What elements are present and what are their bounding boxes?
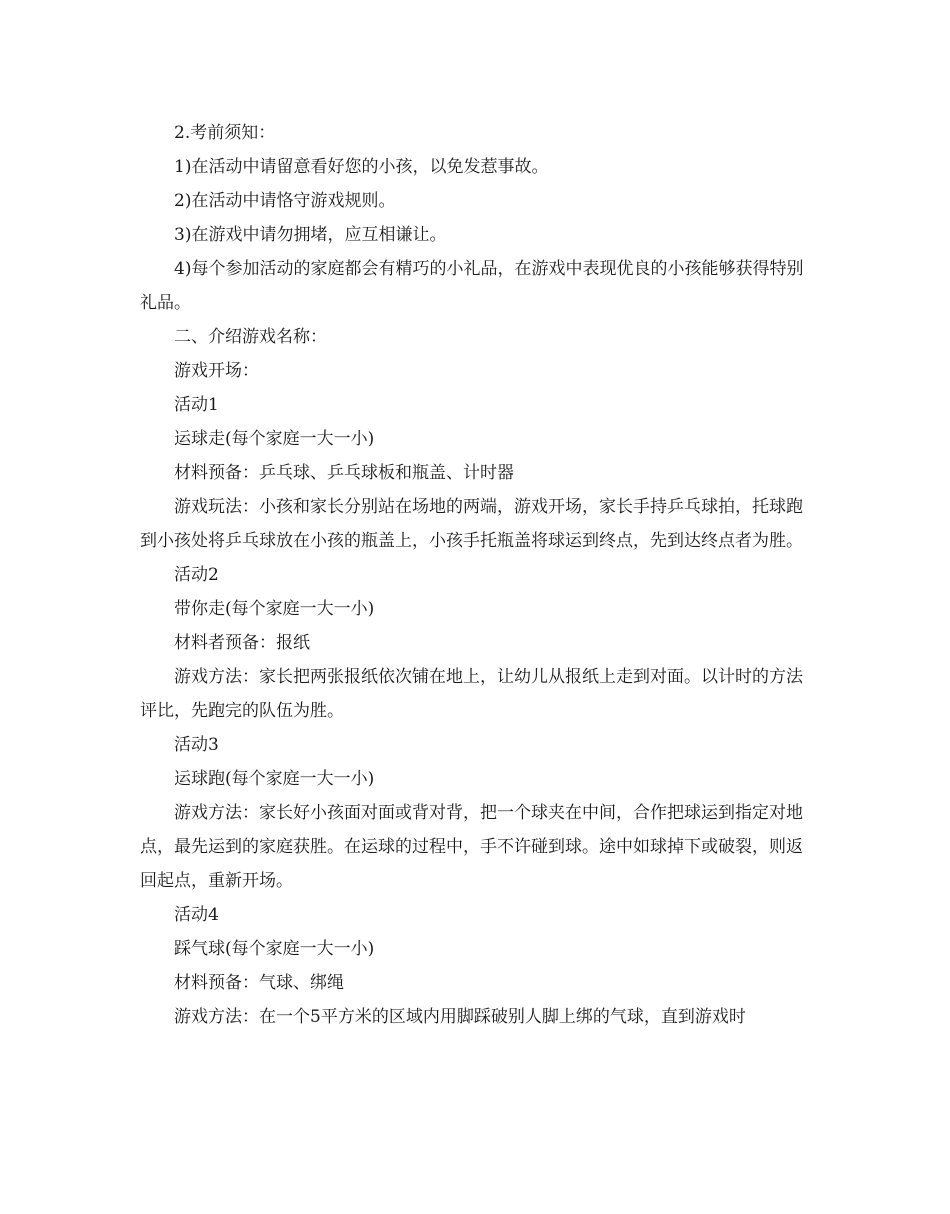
activity-4-rules: 游戏方法：在一个5平方米的区域内用脚踩破别人脚上绑的气球，直到游戏时 — [174, 1007, 746, 1027]
section-heading-games: 二、介绍游戏名称： — [174, 327, 327, 347]
activity-1-materials: 材料预备：乒乓球、乒乓球板和瓶盖、计时器 — [174, 463, 514, 483]
document-body — [140, 116, 812, 1034]
activity-2-title: 活动2 — [174, 565, 219, 585]
activity-4-name: 踩气球(每个家庭一大一小) — [174, 939, 375, 959]
activity-1-title: 活动1 — [174, 395, 219, 415]
activity-3-name: 运球跑(每个家庭一大一小) — [174, 769, 375, 789]
activity-3-rules: 游戏方法：家长好小孩面对面或背对背，把一个球夹在中间，合作把球运到指定对地点，最先运到的家庭获胜。在运球的过程中，手不许碰到球。途中如球掉下或破裂，则返回起点，重新开场。 — [140, 803, 803, 891]
notice-item-1: 1)在活动中请留意看好您的小孩，以免发惹事故。 — [174, 157, 549, 177]
notice-item-2: 2)在活动中请恪守游戏规则。 — [174, 191, 396, 211]
activity-2-materials: 材料者预备：报纸 — [174, 633, 310, 653]
notice-item-4: 4)每个参加活动的家庭都会有精巧的小礼品，在游戏中表现优良的小孩能够获得特别礼品。 — [140, 259, 804, 313]
activity-1-rules: 游戏玩法：小孩和家长分别站在场地的两端，游戏开场，家长手持乒乓球拍，托球跑到小孩处将乒乓球放在小孩的瓶盖上，小孩手托瓶盖将球运到终点，先到达终点者为胜。 — [140, 497, 803, 551]
activity-4-title: 活动4 — [174, 905, 219, 925]
activity-4-materials: 材料预备：气球、绑绳 — [174, 973, 344, 993]
activity-1-name: 运球走(每个家庭一大一小) — [174, 429, 375, 449]
games-opening: 游戏开场： — [174, 361, 259, 381]
notice-heading: 2.考前须知： — [174, 123, 276, 143]
notice-item-3: 3)在游戏中请勿拥堵，应互相谦让。 — [174, 225, 447, 245]
activity-3-title: 活动3 — [174, 735, 219, 755]
activity-2-name: 带你走(每个家庭一大一小) — [174, 599, 375, 619]
activity-2-rules: 游戏方法：家长把两张报纸依次铺在地上，让幼儿从报纸上走到对面。以计时的方法评比，先跑完的队伍为胜。 — [140, 667, 803, 721]
